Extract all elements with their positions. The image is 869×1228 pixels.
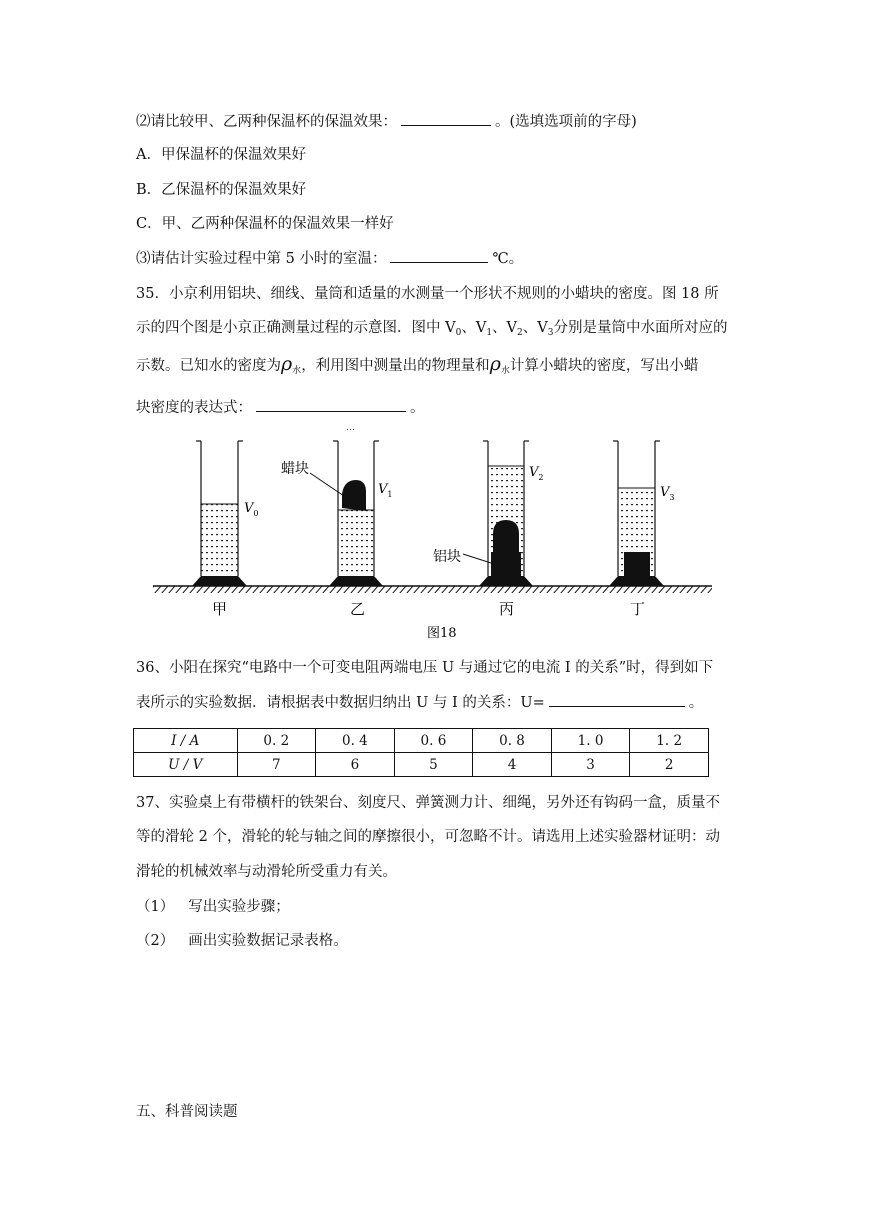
q34-part2: ⑵请比较甲、乙两种保温杯的保温效果： 。(选填选项前的字母) <box>136 111 637 132</box>
label-ding: 丁 <box>630 600 646 618</box>
answer-blank <box>256 397 406 412</box>
wax-pointer <box>310 473 344 496</box>
q34-option-a: A．甲保温杯的保温效果好 <box>136 147 306 163</box>
q37-step-1: （1） 写出实验步骤； <box>136 899 290 915</box>
cylinder-ding <box>609 441 664 586</box>
q35-line3: 示数。已知水的密度为$\rho_水$，利用图中测量出的物理量和$\rho_水$计算小蜡块的密度，写出小蜡 <box>136 353 699 376</box>
q37-line3: 滑轮的机械效率与动滑轮所受重力有关。 <box>136 864 397 880</box>
table-cell: 0. 2 <box>237 729 316 753</box>
cylinder-jia <box>192 441 247 586</box>
label-aluminum: 铝块 <box>433 549 461 565</box>
answer-blank <box>549 692 685 707</box>
data-table <box>133 728 709 777</box>
section-5-title: 五、科普阅读题 <box>136 1104 238 1120</box>
table-cell: 4 <box>473 753 552 777</box>
label-v3: $V_3$ <box>660 485 675 502</box>
ground-hatch <box>153 586 712 593</box>
label-bing: 丙 <box>499 600 515 618</box>
row-header-voltage: U / V <box>134 753 238 777</box>
answer-blank <box>401 111 491 126</box>
figure-caption: 图18 <box>427 626 457 641</box>
table-cell: 5 <box>394 753 473 777</box>
q35-line2: 示的四个图是小京正确测量过程的示意图．图中 $V_0$、$V_1$、$V_2$、$V_3$分别是量筒中水面所对应的 <box>136 320 728 338</box>
label-v1: $V_1$ <box>378 482 393 499</box>
q35-line4: 块密度的表达式： 。 <box>136 397 425 418</box>
table-cell: 0. 8 <box>473 729 552 753</box>
table-cell: 1. 2 <box>630 729 709 753</box>
q37-line1: 37、实验桌上有带横杆的铁架台、刻度尺、弹簧测力计、细绳，另外还有钩码一盒，质量不 <box>136 795 720 811</box>
cylinder-yi <box>329 441 383 586</box>
q35-line1: 35．小京利用铝块、细线、量筒和适量的水测量一个形状不规则的小蜡块的密度。图 18 所 <box>136 286 719 302</box>
table-cell: 2 <box>630 753 709 777</box>
q37-step-2: （2） 画出实验数据记录表格。 <box>136 933 348 949</box>
label-jia: 甲 <box>212 600 228 618</box>
table-cell: 0. 6 <box>394 729 473 753</box>
figure-mark: … <box>346 423 355 433</box>
rho-water-symbol: $\rho_水$ <box>489 353 510 376</box>
aluminum-block <box>491 552 521 576</box>
q37-line2: 等的滑轮 2 个，滑轮的轮与轴之间的摩擦很小，可忽略不计。请选用上述实验器材证明：动 <box>136 829 720 845</box>
q34-option-c: C．甲、乙两种保温杯的保温效果一样好 <box>136 216 394 232</box>
label-v2: $V_2$ <box>529 465 544 482</box>
answer-blank <box>390 248 488 263</box>
rho-water-symbol: $\rho_水$ <box>281 353 302 376</box>
wax-block <box>493 520 519 552</box>
table-cell: 6 <box>316 753 395 777</box>
label-wax: 蜡块 <box>281 461 309 477</box>
table-cell: 7 <box>237 753 316 777</box>
table-cell: 3 <box>551 753 630 777</box>
wax-block <box>342 480 366 511</box>
table-cell: 0. 4 <box>316 729 395 753</box>
table-row <box>134 729 709 753</box>
label-yi: 乙 <box>350 600 366 618</box>
cylinder-bing <box>479 441 533 586</box>
aluminum-pointer <box>463 554 491 563</box>
aluminum-block <box>624 552 650 576</box>
q34-option-b: B．乙保温杯的保温效果好 <box>136 182 307 198</box>
q36-line2: 表所示的实验数据．请根据表中数据归纳出 U 与 I 的关系：U= 。 <box>136 692 703 713</box>
q36-line1: 36、小阳在探究“电路中一个可变电阻两端电压 U 与通过它的电流 I 的关系”时，得到如下 <box>136 660 714 676</box>
label-v0: $V_0$ <box>244 501 259 518</box>
figure-18 <box>0 418 869 648</box>
table-row <box>134 753 709 777</box>
q34-part3: ⑶请估计实验过程中第 5 小时的室温： ℃。 <box>136 248 523 269</box>
row-header-current: I / A <box>134 729 238 753</box>
table-cell: 1. 0 <box>551 729 630 753</box>
